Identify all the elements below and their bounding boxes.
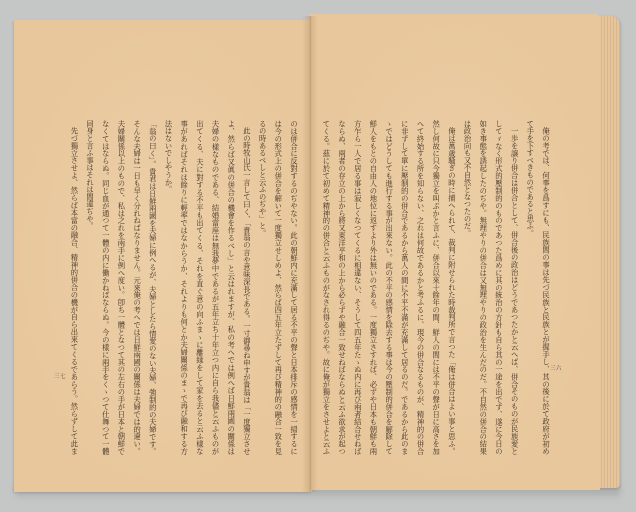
right-page-text <box>318 120 554 455</box>
text-column: ゝではどうしても進行する事が出來ない。此の不平の感情を除去する事は今の壓制的併合を解除して <box>385 120 395 455</box>
book-gutter <box>302 16 318 492</box>
text-column: るの時あるべしと云ふのぢや」と。 <box>258 120 268 237</box>
text-column: なくてはならぬ。同じ血が通つて一體の内に働かねばならぬ。今の樣に兩手をくゝつて仕舞つて一體 <box>101 120 111 455</box>
text-column: 一歩を譲り併合は併合として、併合後の政治はどうであつたかと云へば、併合そのものが民族愛と <box>510 127 520 455</box>
text-column: 鮮人をもとの自由人の地位に返すより外は無いのである。一度獨立さすれば、必ずや日本も朝鮮も兩 <box>369 120 379 455</box>
text-column: 方乍ら一人で居る事は寂しくなつてくるに相違ない、そうして四五年たゝぬ内に再び兩者結合せねば <box>353 120 363 455</box>
text-column: 同身と言ふ事はそれは間違ぢや。 <box>86 120 96 230</box>
text-column: に非ずして單に壓制的の併合であるから萬人の間に不平不滿が充滿して居るのだ。であるから此のま <box>400 120 410 455</box>
text-column: へて終始する所を知らない、之れは何故であるかと考ふるに、現今の併合なるものが、精神的の併合 <box>416 120 426 455</box>
text-column: 法はないでしやうか。 <box>164 120 174 193</box>
page-number-right: 三六 <box>550 366 563 372</box>
left-page-text <box>62 120 302 455</box>
text-column: 事があればそれは餘りに輕率ではなからうか、それよりも何とか夫婦關係のまゝで再び融和する方 <box>180 120 190 455</box>
text-column: のは併合に反對するのぢやない。此の朝鮮内に充滿して居る不平の聲と日本排斥の感情を一掃するに <box>290 120 299 455</box>
text-column: 然し何故に只今獨立を叫ぶかと言ふに、併合以來十餘年の間、鮮人の間には不平の聲が日に高さを加 <box>432 120 442 455</box>
text-column: してゞなく形式的壓制的のものであつた爲めに其の統治の方針も自ら其の一途を出でず、遂に今日の <box>494 120 504 455</box>
text-column: 俺は萬歳騷ぎの時に捕へられて、裁判に附せられた時裁判所で言つた「俺は併合はよい事と思ふ。 <box>447 127 457 455</box>
text-column: 如き事態を誘起したのぢや。無理やりの併合は又無理やりの政治を生んだのだ。不自然の併合の結果 <box>479 120 489 455</box>
text-column: は政治向も又不自然となつたのだ。 <box>463 120 473 237</box>
page-number-left: 三七 <box>54 374 67 380</box>
text-column: 先づ獨立させよ、然らば本當の融合、精神的併合の機が自ら出來てくるであらう。然らずして此ま <box>70 127 80 455</box>
text-column: 夫婦の樣なものである、結婚當座は無我夢中であるが五年立ち十年立つ内に自ら我儘と云ふものが <box>211 120 221 455</box>
right-page <box>310 14 600 490</box>
text-column: 「翁の曰く」。貴君は日鮮兩國を夫婦に例へるが、夫婦としたら情愛のない夫婦、強制的の夫婦です。 <box>148 120 158 455</box>
text-column: そんな夫婦は一日も早く分れねばなりません。元來俺の考へでは日鮮兩國の關係は夫婦では的違い。 <box>133 120 143 455</box>
text-column: ならぬ、兩者の存立の上から將又東洋平和の上から必らずや融合一致せねばならぬと云ふ欲求が起つ <box>338 120 348 455</box>
text-column: 俺の考では、何事を爲すにも、民族間の事は先づ民族と民族とが握手し、其の後に於て政府が初め <box>542 127 551 455</box>
text-column: よ、然らば又眞の併合の機會を作るべし」と云はれますが、私の考へでは例へば日鮮兩國の關係は <box>227 120 237 455</box>
text-column: 夫婦關係以上のもので、私は之れを兩手に例へ度い。卽ち一體となつて其の左右の手が日本と朝鮮で <box>117 120 127 455</box>
text-column: は今の形式上の併合を解いて一度獨立せしめよ、然らば四五年立たずして再び精神的の融合一致を見 <box>274 120 284 455</box>
text-column: て手を下すべきものであると思ふ。 <box>526 120 536 237</box>
text-column: てくる。茲に於て初めて精神的の併合と云ふものがなされ得るのぢや。故に俺が獨立をさせよと云ふ <box>322 120 332 455</box>
text-column: 出てくる、夫に對する不平も出てくる、それを直ぐ意の向ふまゝに離縁をして家を去ると云ふ樣な <box>195 120 205 455</box>
text-column: 此の時牧山氏一言して曰く、「貴翁の言や意味深長である。一寸御尋ね申すが貴翁は「一度獨立させ <box>242 127 252 455</box>
left-page <box>14 20 312 492</box>
